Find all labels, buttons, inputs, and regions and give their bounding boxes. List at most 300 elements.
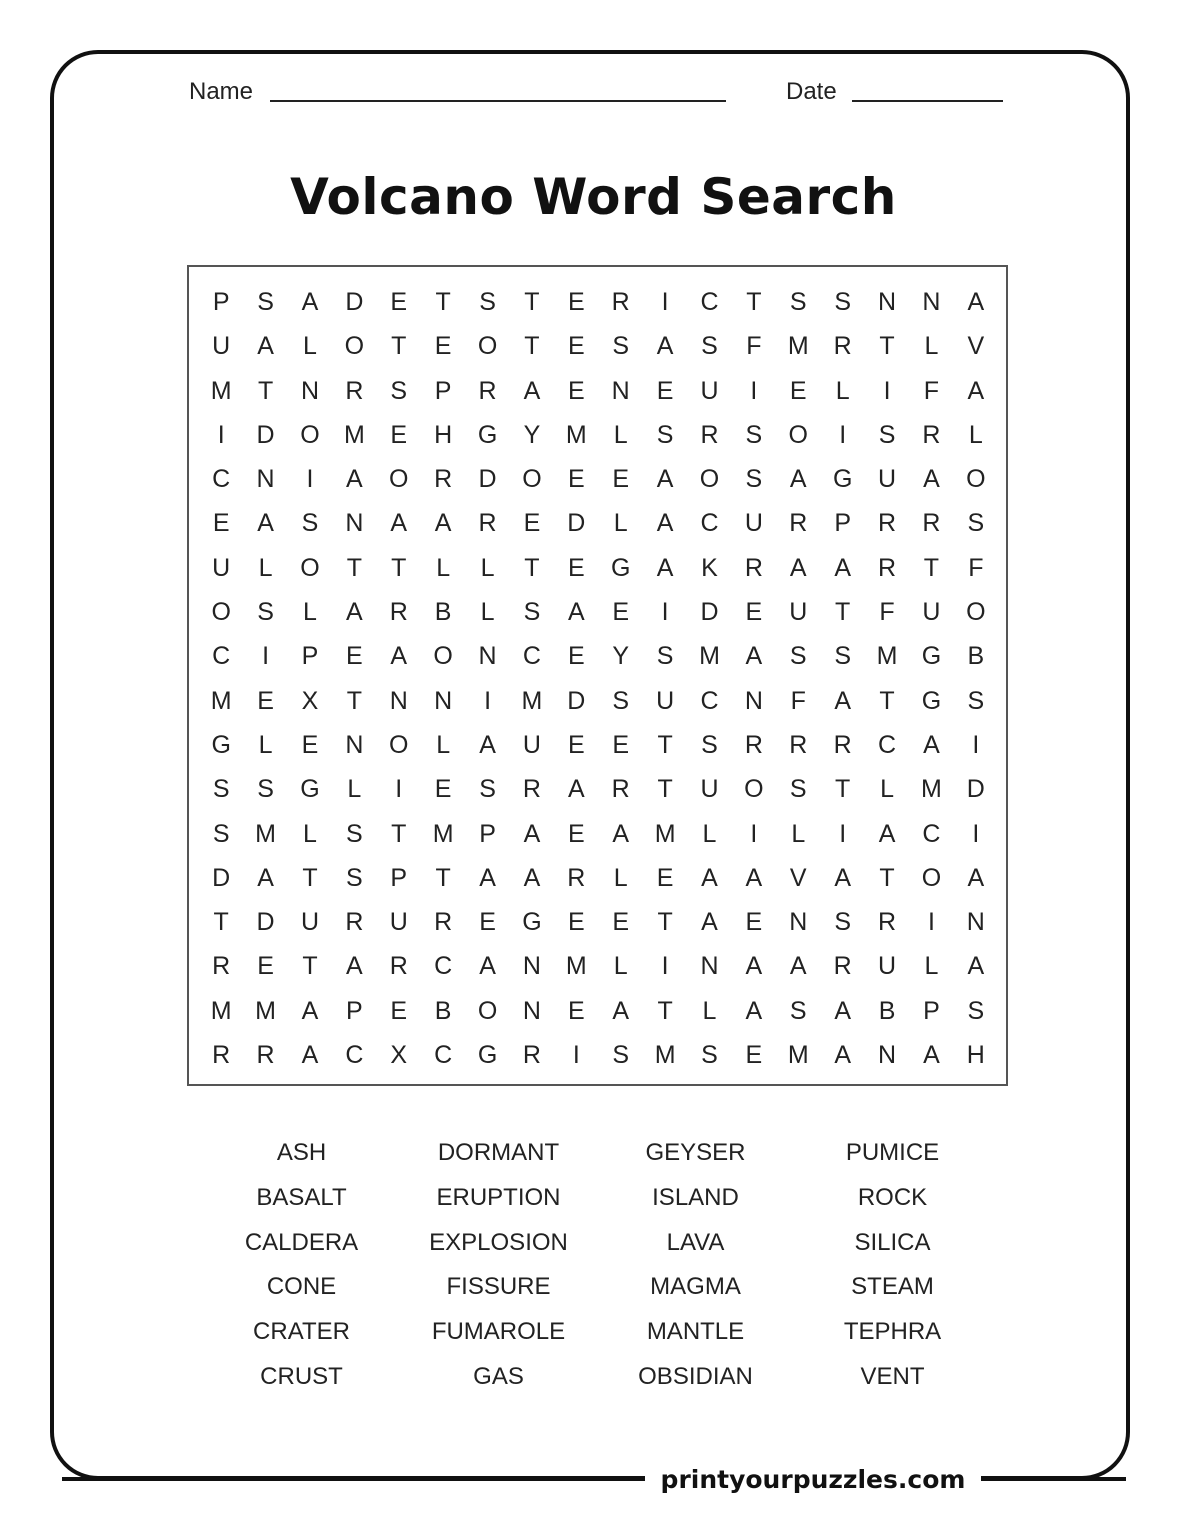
grid-letter[interactable]: L [436, 553, 451, 582]
grid-letter[interactable]: M [343, 420, 365, 449]
grid-letter[interactable]: A [701, 908, 718, 937]
grid-letter[interactable]: F [746, 332, 762, 361]
grid-letter[interactable]: T [835, 775, 851, 804]
grid-letter[interactable]: E [745, 1041, 763, 1070]
grid-letter[interactable]: G [921, 642, 942, 671]
grid-letter[interactable]: Y [523, 420, 541, 449]
grid-letter[interactable]: C [700, 509, 719, 538]
grid-letter[interactable]: L [924, 952, 939, 981]
grid-letter[interactable]: M [654, 819, 676, 848]
grid-letter[interactable]: E [612, 730, 630, 759]
grid-letter[interactable]: I [484, 686, 492, 715]
grid-letter[interactable]: C [922, 819, 941, 848]
grid-letter[interactable]: C [700, 686, 719, 715]
grid-letter[interactable]: L [924, 332, 939, 361]
grid-letter[interactable]: E [567, 642, 585, 671]
grid-letter[interactable]: M [787, 1041, 809, 1070]
grid-letter[interactable]: S [745, 420, 763, 449]
grid-letter[interactable]: T [346, 686, 362, 715]
grid-letter[interactable]: S [612, 686, 630, 715]
grid-letter[interactable]: T [657, 996, 673, 1025]
grid-letter[interactable]: T [524, 288, 540, 316]
grid-letter[interactable]: S [612, 332, 630, 361]
grid-letter[interactable]: T [391, 553, 407, 582]
grid-letter[interactable]: C [434, 1041, 453, 1070]
grid-letter[interactable]: A [567, 775, 585, 804]
grid-letter[interactable]: N [878, 288, 897, 316]
grid-letter[interactable]: A [434, 509, 452, 538]
grid-letter[interactable]: A [701, 863, 718, 892]
grid-letter[interactable]: O [744, 775, 764, 804]
grid-letter[interactable]: O [300, 420, 320, 449]
grid-letter[interactable]: E [390, 420, 408, 449]
grid-letter[interactable]: L [480, 553, 495, 582]
grid-letter[interactable]: E [257, 686, 274, 715]
grid-letter[interactable]: M [432, 819, 454, 848]
grid-letter[interactable]: A [923, 730, 940, 759]
grid-letter[interactable]: R [345, 376, 364, 405]
grid-letter[interactable]: M [210, 686, 232, 715]
grid-letter[interactable]: I [927, 908, 935, 937]
grid-letter[interactable]: P [923, 996, 940, 1025]
grid-letter[interactable]: F [968, 553, 984, 582]
grid-letter[interactable]: V [967, 332, 985, 361]
grid-letter[interactable]: E [567, 465, 585, 494]
grid-letter[interactable]: T [657, 775, 673, 804]
grid-letter[interactable]: R [345, 908, 364, 937]
grid-letter[interactable]: T [879, 863, 895, 892]
grid-letter[interactable]: S [212, 819, 230, 848]
grid-letter[interactable]: G [477, 420, 498, 449]
grid-letter[interactable]: O [966, 598, 986, 627]
grid-letter[interactable]: X [390, 1041, 408, 1070]
grid-letter[interactable]: R [478, 376, 497, 405]
grid-letter[interactable]: S [257, 598, 274, 627]
grid-letter[interactable]: C [212, 465, 231, 494]
grid-letter[interactable]: S [212, 775, 230, 804]
grid-letter[interactable]: A [390, 642, 408, 671]
grid-letter[interactable]: I [839, 420, 847, 449]
grid-letter[interactable]: M [565, 952, 587, 981]
grid-letter[interactable]: R [389, 952, 408, 981]
grid-letter[interactable]: E [745, 598, 763, 627]
grid-letter[interactable]: R [212, 952, 231, 981]
grid-letter[interactable]: B [967, 642, 985, 671]
grid-letter[interactable]: A [479, 863, 496, 892]
grid-letter[interactable]: N [300, 376, 319, 405]
grid-letter[interactable]: A [923, 1041, 940, 1070]
grid-letter[interactable]: E [434, 332, 452, 361]
grid-letter[interactable]: E [656, 863, 674, 892]
grid-letter[interactable]: D [966, 775, 985, 804]
grid-letter[interactable]: O [389, 730, 409, 759]
grid-letter[interactable]: S [612, 1041, 630, 1070]
grid-letter[interactable]: M [255, 819, 276, 848]
grid-letter[interactable]: A [257, 509, 274, 538]
grid-letter[interactable]: A [834, 1041, 851, 1070]
grid-letter[interactable]: F [923, 376, 940, 405]
grid-letter[interactable]: R [833, 332, 852, 361]
grid-letter[interactable]: E [567, 730, 585, 759]
grid-letter[interactable]: T [435, 288, 451, 316]
grid-letter[interactable]: A [789, 952, 807, 981]
grid-letter[interactable]: E [212, 509, 230, 538]
grid-letter[interactable]: T [923, 553, 940, 582]
grid-letter[interactable]: E [257, 952, 274, 981]
grid-letter[interactable]: L [613, 420, 628, 449]
grid-letter[interactable]: Y [612, 642, 630, 671]
grid-letter[interactable]: I [262, 642, 270, 671]
grid-letter[interactable]: S [701, 730, 718, 759]
grid-letter[interactable]: N [345, 730, 364, 759]
grid-letter[interactable]: R [922, 509, 941, 538]
grid-letter[interactable]: A [523, 376, 541, 405]
grid-letter[interactable]: N [744, 686, 763, 715]
grid-letter[interactable]: L [613, 863, 628, 892]
grid-letter[interactable]: C [212, 642, 231, 671]
grid-letter[interactable]: A [523, 863, 541, 892]
grid-letter[interactable]: M [565, 420, 587, 449]
grid-letter[interactable]: S [656, 642, 674, 671]
grid-letter[interactable]: L [702, 996, 717, 1025]
grid-letter[interactable]: S [346, 819, 363, 848]
grid-letter[interactable]: S [701, 1041, 718, 1070]
grid-letter[interactable]: E [567, 332, 585, 361]
grid-letter[interactable]: D [345, 288, 364, 316]
grid-letter[interactable]: U [212, 553, 231, 582]
grid-letter[interactable]: K [701, 553, 718, 582]
grid-letter[interactable]: S [479, 775, 496, 804]
grid-letter[interactable]: I [661, 598, 669, 627]
grid-letter[interactable]: R [833, 730, 852, 759]
grid-letter[interactable]: G [211, 730, 231, 759]
grid-letter[interactable]: I [972, 730, 980, 759]
grid-letter[interactable]: N [966, 908, 985, 937]
grid-letter[interactable]: T [524, 332, 540, 361]
grid-letter[interactable]: P [834, 509, 851, 538]
grid-letter[interactable]: R [744, 553, 763, 582]
grid-letter[interactable]: U [700, 376, 719, 405]
grid-letter[interactable]: S [967, 509, 985, 538]
grid-letter[interactable]: E [390, 288, 408, 316]
grid-letter[interactable]: V [789, 863, 807, 892]
grid-letter[interactable]: A [967, 288, 985, 316]
grid-letter[interactable]: O [389, 465, 409, 494]
grid-letter[interactable]: D [700, 598, 719, 627]
grid-letter[interactable]: T [835, 598, 851, 627]
grid-letter[interactable]: T [657, 908, 673, 937]
grid-letter[interactable]: A [567, 598, 585, 627]
grid-letter[interactable]: E [745, 908, 763, 937]
grid-letter[interactable]: L [303, 598, 317, 627]
grid-letter[interactable]: T [302, 952, 318, 981]
grid-letter[interactable]: M [210, 376, 232, 405]
grid-letter[interactable]: P [346, 996, 363, 1025]
grid-letter[interactable]: I [972, 819, 980, 848]
grid-letter[interactable]: S [834, 288, 851, 316]
grid-letter[interactable]: I [395, 775, 403, 804]
grid-letter[interactable]: S [390, 376, 408, 405]
grid-letter[interactable]: S [789, 996, 807, 1025]
grid-letter[interactable]: L [303, 819, 317, 848]
grid-letter[interactable]: T [346, 553, 362, 582]
grid-letter[interactable]: S [967, 996, 985, 1025]
grid-letter[interactable]: H [966, 1041, 985, 1070]
grid-letter[interactable]: D [567, 686, 586, 715]
grid-letter[interactable]: R [478, 509, 497, 538]
grid-letter[interactable]: X [301, 686, 319, 715]
grid-letter[interactable]: L [258, 553, 273, 582]
grid-letter[interactable]: A [834, 996, 851, 1025]
grid-letter[interactable]: O [477, 332, 498, 361]
grid-letter[interactable]: N [789, 908, 808, 937]
grid-letter[interactable]: S [656, 420, 674, 449]
grid-letter[interactable]: R [744, 730, 763, 759]
grid-letter[interactable]: O [344, 332, 365, 361]
grid-letter[interactable]: O [699, 465, 720, 494]
grid-letter[interactable]: R [878, 509, 897, 538]
grid-letter[interactable]: M [787, 332, 809, 361]
grid-letter[interactable]: A [656, 332, 674, 361]
grid-letter[interactable]: E [567, 908, 585, 937]
grid-letter[interactable]: E [567, 553, 585, 582]
grid-letter[interactable]: G [300, 775, 320, 804]
grid-letter[interactable]: T [213, 908, 229, 937]
grid-letter[interactable]: R [389, 598, 408, 627]
grid-letter[interactable]: A [301, 996, 319, 1025]
grid-letter[interactable]: F [790, 686, 806, 715]
grid-letter[interactable]: L [835, 376, 850, 405]
grid-letter[interactable]: I [306, 465, 314, 494]
grid-letter[interactable]: G [610, 553, 631, 582]
grid-letter[interactable]: I [839, 819, 847, 848]
grid-letter[interactable]: S [523, 598, 541, 627]
grid-letter[interactable]: A [967, 952, 985, 981]
grid-letter[interactable]: T [746, 288, 762, 316]
grid-letter[interactable]: B [434, 598, 452, 627]
grid-letter[interactable]: S [967, 686, 985, 715]
grid-letter[interactable]: A [967, 863, 985, 892]
grid-letter[interactable]: S [789, 642, 807, 671]
grid-letter[interactable]: D [256, 420, 275, 449]
grid-letter[interactable]: E [301, 730, 319, 759]
grid-letter[interactable]: E [434, 775, 452, 804]
grid-letter[interactable]: O [921, 863, 942, 892]
grid-letter[interactable]: E [567, 996, 585, 1025]
grid-letter[interactable]: P [212, 288, 230, 316]
grid-letter[interactable]: S [701, 332, 718, 361]
grid-letter[interactable]: A [479, 730, 496, 759]
grid-letter[interactable]: U [922, 598, 941, 627]
grid-letter[interactable]: R [522, 775, 541, 804]
grid-letter[interactable]: E [656, 376, 674, 405]
grid-letter[interactable]: E [567, 376, 585, 405]
grid-letter[interactable]: R [611, 288, 630, 316]
grid-letter[interactable]: A [834, 863, 851, 892]
grid-letter[interactable]: P [390, 863, 408, 892]
grid-letter[interactable]: N [522, 996, 541, 1025]
grid-letter[interactable]: T [524, 553, 540, 582]
grid-letter[interactable]: A [745, 952, 763, 981]
grid-letter[interactable]: S [745, 465, 763, 494]
grid-letter[interactable]: D [212, 863, 231, 892]
grid-letter[interactable]: A [789, 465, 807, 494]
grid-letter[interactable]: A [834, 553, 851, 582]
grid-letter[interactable]: A [656, 509, 674, 538]
grid-letter[interactable]: T [879, 332, 895, 361]
grid-letter[interactable]: N [922, 288, 941, 316]
grid-letter[interactable]: B [878, 996, 896, 1025]
grid-letter[interactable]: U [300, 908, 319, 937]
grid-letter[interactable]: I [217, 420, 225, 449]
grid-letter[interactable]: E [567, 288, 585, 316]
grid-letter[interactable]: I [661, 288, 669, 316]
grid-letter[interactable]: U [700, 775, 719, 804]
grid-letter[interactable]: R [700, 420, 719, 449]
grid-letter[interactable]: A [612, 819, 630, 848]
grid-letter[interactable]: A [346, 952, 363, 981]
grid-letter[interactable]: U [389, 908, 408, 937]
grid-letter[interactable]: R [256, 1041, 275, 1070]
grid-letter[interactable]: N [389, 686, 408, 715]
grid-letter[interactable]: O [477, 996, 498, 1025]
grid-letter[interactable]: E [479, 908, 496, 937]
grid-letter[interactable]: C [434, 952, 453, 981]
grid-letter[interactable]: G [522, 908, 542, 937]
grid-letter[interactable]: N [878, 1041, 897, 1070]
grid-letter[interactable]: R [878, 908, 897, 937]
grid-letter[interactable]: R [522, 1041, 541, 1070]
grid-letter[interactable]: U [744, 509, 763, 538]
grid-letter[interactable]: M [255, 996, 276, 1025]
grid-letter[interactable]: A [834, 686, 851, 715]
grid-letter[interactable]: E [390, 996, 408, 1025]
grid-letter[interactable]: H [434, 420, 453, 449]
grid-letter[interactable]: S [789, 288, 807, 316]
grid-letter[interactable]: T [302, 863, 318, 892]
grid-letter[interactable]: A [923, 465, 940, 494]
grid-letter[interactable]: S [257, 775, 274, 804]
grid-letter[interactable]: E [523, 509, 541, 538]
grid-letter[interactable]: M [521, 686, 543, 715]
grid-letter[interactable]: D [567, 509, 586, 538]
grid-letter[interactable]: L [968, 420, 983, 449]
grid-letter[interactable]: A [346, 598, 363, 627]
grid-letter[interactable]: A [301, 1041, 319, 1070]
grid-letter[interactable]: E [346, 642, 363, 671]
grid-letter[interactable]: L [702, 819, 717, 848]
grid-letter[interactable]: I [661, 952, 669, 981]
grid-letter[interactable]: S [301, 509, 319, 538]
grid-letter[interactable]: L [436, 730, 451, 759]
grid-letter[interactable]: E [789, 376, 807, 405]
grid-letter[interactable]: G [921, 686, 942, 715]
grid-letter[interactable]: U [212, 332, 231, 361]
grid-letter[interactable]: B [434, 996, 452, 1025]
grid-letter[interactable]: R [789, 730, 808, 759]
grid-letter[interactable]: L [258, 730, 273, 759]
grid-letter[interactable]: I [750, 376, 758, 405]
grid-letter[interactable]: A [878, 819, 896, 848]
grid-letter[interactable]: N [256, 465, 275, 494]
grid-letter[interactable]: L [613, 952, 628, 981]
grid-letter[interactable]: R [789, 509, 808, 538]
grid-letter[interactable]: O [788, 420, 808, 449]
grid-letter[interactable]: I [572, 1041, 580, 1070]
grid-letter[interactable]: A [745, 863, 763, 892]
grid-letter[interactable]: S [257, 288, 274, 316]
grid-letter[interactable]: G [832, 465, 853, 494]
grid-letter[interactable]: S [834, 908, 851, 937]
grid-letter[interactable]: N [700, 952, 719, 981]
grid-letter[interactable]: T [391, 819, 407, 848]
grid-letter[interactable]: T [257, 376, 274, 405]
grid-letter[interactable]: A [656, 553, 674, 582]
grid-letter[interactable]: M [876, 642, 898, 671]
grid-letter[interactable]: C [700, 288, 719, 316]
grid-letter[interactable]: L [347, 775, 362, 804]
grid-letter[interactable]: U [878, 465, 897, 494]
grid-letter[interactable]: L [303, 332, 317, 361]
grid-letter[interactable]: P [479, 819, 496, 848]
grid-letter[interactable]: R [878, 553, 897, 582]
grid-letter[interactable]: M [699, 642, 720, 671]
grid-letter[interactable]: C [522, 642, 541, 671]
grid-letter[interactable]: N [434, 686, 453, 715]
grid-letter[interactable]: T [435, 863, 451, 892]
grid-letter[interactable]: A [523, 819, 541, 848]
grid-letter[interactable]: A [789, 553, 807, 582]
grid-letter[interactable]: I [883, 376, 891, 405]
grid-letter[interactable]: A [257, 863, 274, 892]
grid-letter[interactable]: E [612, 465, 630, 494]
grid-letter[interactable]: T [879, 686, 895, 715]
grid-letter[interactable]: E [612, 598, 630, 627]
grid-letter[interactable]: D [256, 908, 275, 937]
grid-letter[interactable]: A [745, 642, 763, 671]
grid-letter[interactable]: R [922, 420, 941, 449]
grid-letter[interactable]: N [522, 952, 541, 981]
grid-letter[interactable]: S [834, 642, 851, 671]
grid-letter[interactable]: M [654, 1041, 676, 1070]
grid-letter[interactable]: A [612, 996, 630, 1025]
grid-letter[interactable]: A [257, 332, 274, 361]
grid-letter[interactable]: M [210, 996, 232, 1025]
grid-letter[interactable]: E [567, 819, 585, 848]
grid-letter[interactable]: U [789, 598, 808, 627]
grid-letter[interactable]: N [478, 642, 497, 671]
grid-letter[interactable]: D [478, 465, 497, 494]
grid-letter[interactable]: A [656, 465, 674, 494]
grid-letter[interactable]: A [745, 996, 763, 1025]
grid-letter[interactable]: T [391, 332, 407, 361]
grid-letter[interactable]: L [791, 819, 806, 848]
grid-letter[interactable]: O [300, 553, 320, 582]
grid-letter[interactable]: L [480, 598, 495, 627]
grid-letter[interactable]: C [345, 1041, 364, 1070]
grid-letter[interactable]: L [880, 775, 894, 804]
grid-letter[interactable]: A [301, 288, 319, 316]
grid-letter[interactable]: I [750, 819, 758, 848]
grid-letter[interactable]: R [567, 863, 586, 892]
grid-letter[interactable]: A [346, 465, 363, 494]
grid-letter[interactable]: O [433, 642, 453, 671]
grid-letter[interactable]: A [479, 952, 496, 981]
grid-letter[interactable]: S [789, 775, 807, 804]
grid-letter[interactable]: R [611, 775, 630, 804]
grid-letter[interactable]: M [921, 775, 942, 804]
grid-letter[interactable]: T [657, 730, 673, 759]
